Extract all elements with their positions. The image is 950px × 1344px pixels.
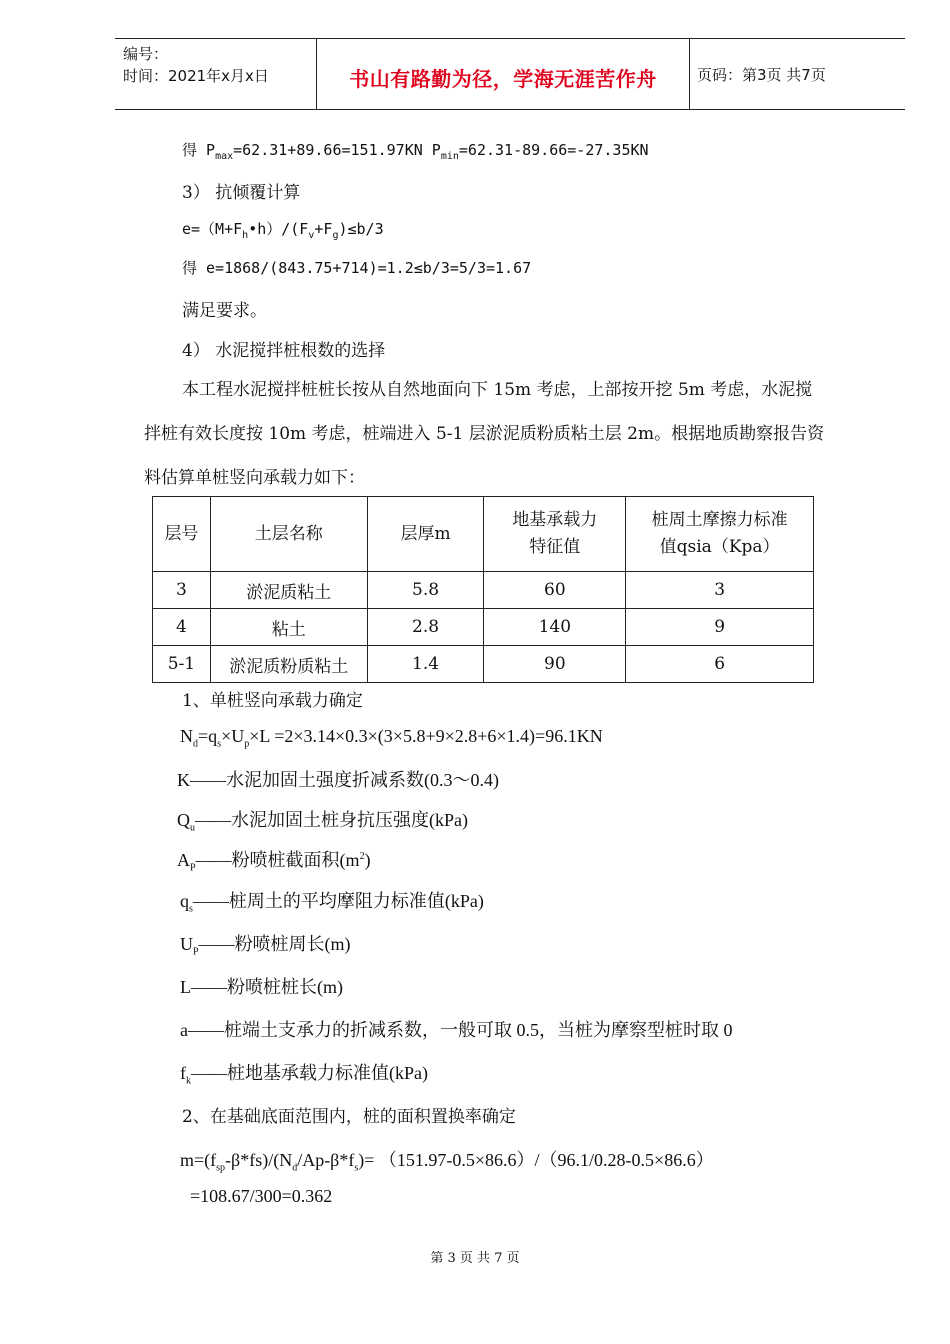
definition-line: a——桩端土支承力的折减系数，一般可取 0.5，当桩为摩察型桩时取 0	[180, 1020, 733, 1040]
serial-label: 编号：	[123, 45, 169, 63]
formula-result: =108.67/300=0.362	[190, 1186, 333, 1206]
table-header-cell: 桩周土摩擦力标准 值qsia（Kpa）	[626, 497, 814, 572]
table-header-cell: 地基承载力 特征值	[484, 497, 626, 572]
table-header-cell: 层厚m	[367, 497, 484, 572]
paragraph-line: 拌桩有效长度按 10m 考虑，桩端进入 5-1 层淤泥质粉质粘土层 2m。根据地质勘察报告资	[144, 424, 825, 444]
table-cell: 5.8	[367, 572, 484, 609]
section-heading: 3） 抗倾覆计算	[182, 183, 301, 203]
table-cell: 淤泥质粘土	[210, 572, 367, 609]
table-cell: 粘土	[210, 609, 367, 646]
definition-line: $f_k——$桩地基承载力标准值(kPa)	[180, 1063, 428, 1087]
pressure-line: 得 $P_{max}=62.31+89.66=151.97KN$ $P_{min}=62.31-89.66=-27.35KN$	[182, 141, 649, 162]
table-cell: 6	[626, 646, 814, 683]
section-heading: 1、单桩竖向承载力确定	[182, 691, 363, 711]
section-heading: 4） 水泥搅拌桩根数的选择	[182, 341, 386, 361]
definition-line: $A_P——$粉喷桩截面积$(m^2)$	[177, 850, 371, 874]
table-cell: 1.4	[367, 646, 484, 683]
formula-line: $N_d=q_s\times U_p\times L =2\times 3.14\times 0.3\times(3\times 5.8+9\times 2.8+6\times 1.4)=96.1KN$	[180, 726, 603, 750]
table-cell: 9	[626, 609, 814, 646]
table-header-cell: 土层名称	[210, 497, 367, 572]
header-divider	[689, 39, 690, 109]
paragraph-line: 本工程水泥搅拌桩桩长按从自然地面向下 15m 考虑，上部按开挖 5m 考虑，水泥搅	[182, 380, 813, 400]
table-cell: 140	[484, 609, 626, 646]
header-page-label: 页码：第3页 共7页	[697, 66, 826, 84]
definition-line: K——水泥加固土强度折减系数(0.3～0.4)	[177, 770, 499, 790]
table-row	[153, 646, 814, 683]
table-header-cell: 层号	[153, 497, 211, 572]
table-cell: 3	[626, 572, 814, 609]
table-cell: 淤泥质粉质粘土	[210, 646, 367, 683]
formula-line: $m=(f_{sp}-\beta*fs)/(N_d/Ap-\beta*f_s)= (151.97-0.5\times 86.6)/(96.1/0.28-0.5\times 86.6)$	[180, 1150, 714, 1174]
table-row	[153, 609, 814, 646]
definition-line: $U_P——$粉喷桩周长(m)	[180, 934, 351, 958]
page-footer: 第 3 页 共 7 页	[430, 1251, 520, 1266]
table-header-row	[153, 497, 814, 572]
definition-line: L——粉喷桩桩长(m)	[180, 977, 343, 997]
table-cell: 4	[153, 609, 211, 646]
section-heading: 2、在基础底面范围内，桩的面积置换率确定	[182, 1107, 516, 1127]
table-cell: 3	[153, 572, 211, 609]
conclusion-text: 满足要求。	[182, 301, 267, 321]
table-cell: 2.8	[367, 609, 484, 646]
table-cell: 5-1	[153, 646, 211, 683]
page-header	[115, 38, 905, 110]
table-row	[153, 572, 814, 609]
time-label: 时间：2021年x月x日	[123, 67, 269, 85]
soil-layer-table	[152, 496, 814, 683]
header-motto: 书山有路勤为径，学海无涯苦作舟	[349, 67, 657, 91]
table-cell: 60	[484, 572, 626, 609]
definition-line: $Q_u——$水泥加固土桩身抗压强度(kPa)	[177, 810, 468, 834]
formula-line: $e=(M+F_h•h)/(F_v+F_g)\le b/3$	[182, 220, 384, 241]
definition-line: $q_s——$桩周土的平均摩阻力标准值(kPa)	[180, 891, 484, 915]
formula-line: 得 e=1868/(843.75+714)=1.2≤b/3=5/3=1.67	[182, 259, 532, 277]
table-cell: 90	[484, 646, 626, 683]
header-meta	[123, 43, 269, 87]
paragraph-line: 料估算单桩竖向承载力如下：	[144, 468, 365, 488]
